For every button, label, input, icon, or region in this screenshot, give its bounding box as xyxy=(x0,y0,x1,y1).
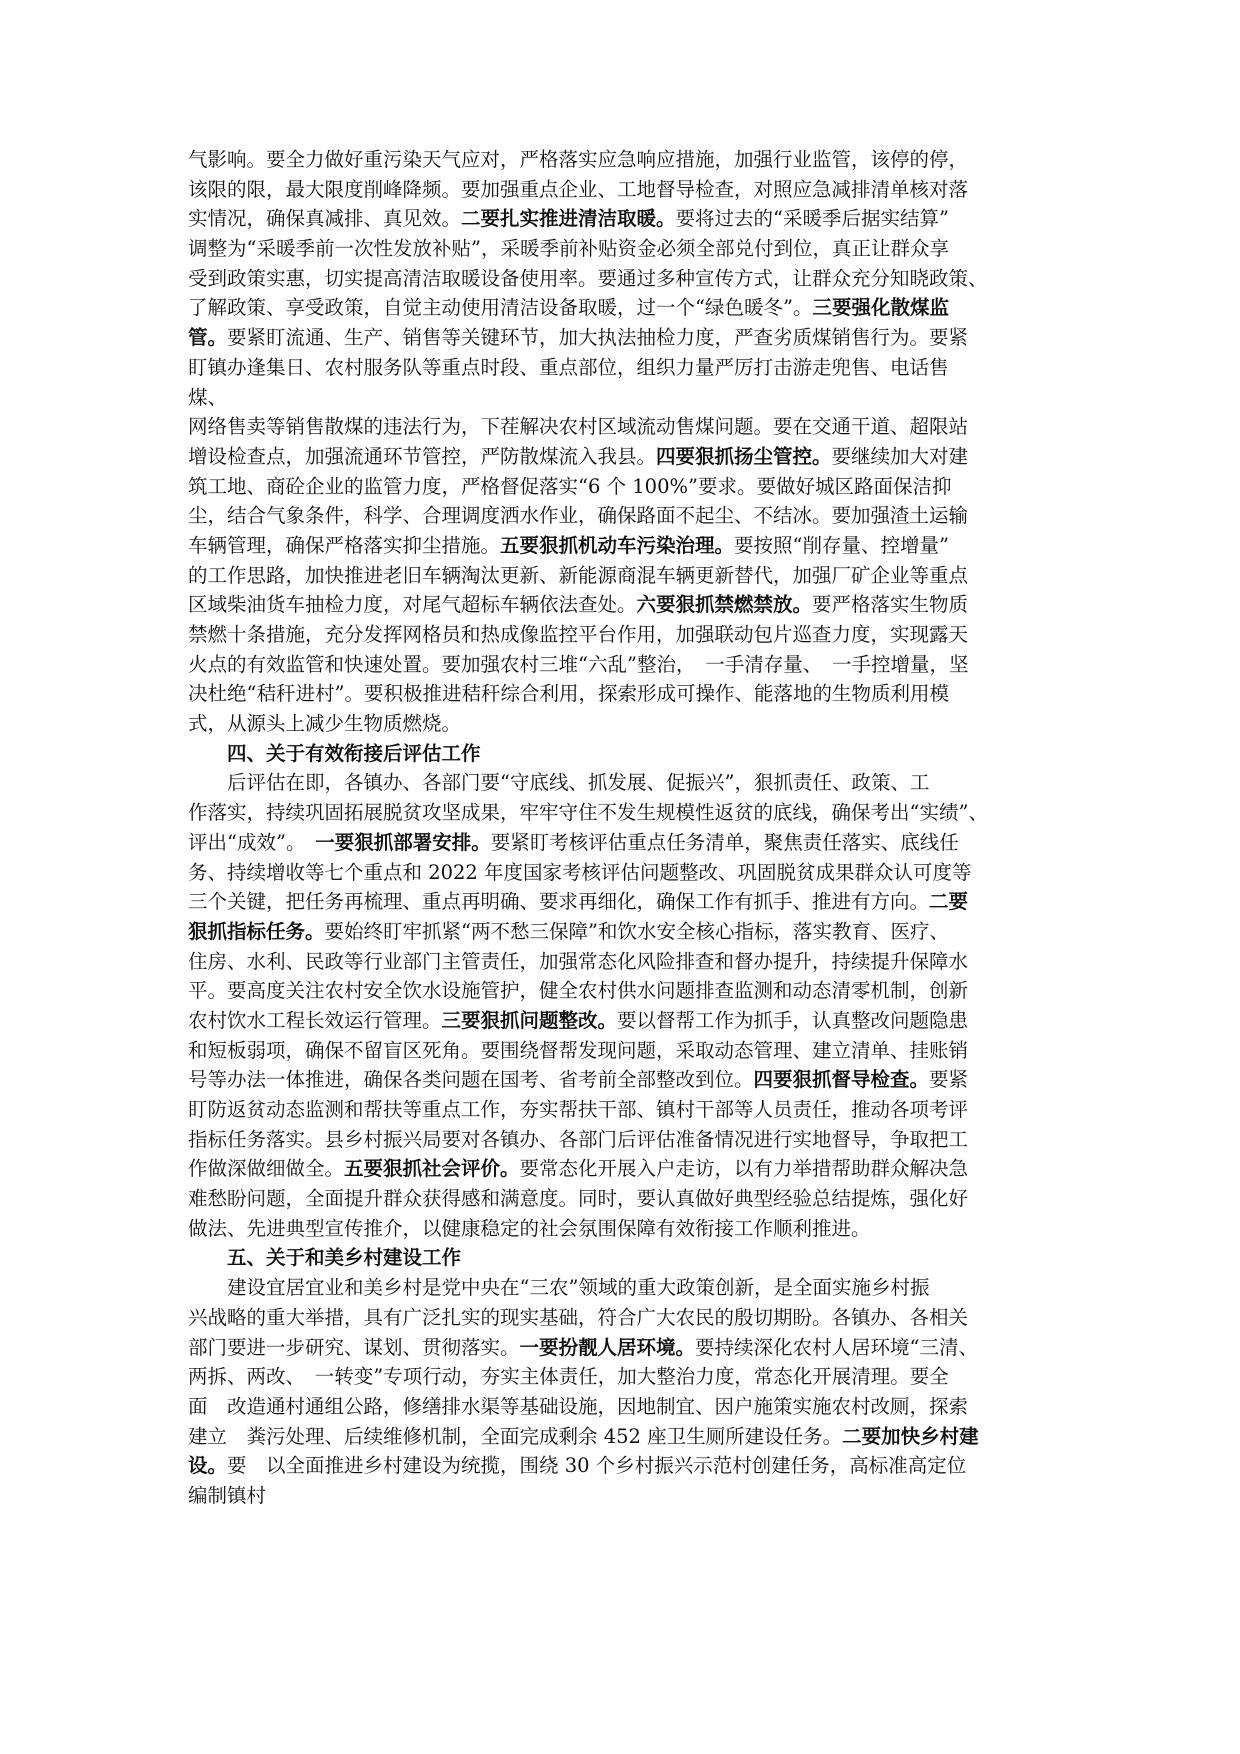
bold-phrase: 三要狠抓问题整改。 xyxy=(441,1008,618,1032)
bold-phrase: 四要狠抓扬尘管控。 xyxy=(656,444,832,468)
text-line: 决杜绝“秸秆进村”。要积极推进秸秆综合利用，探索形成可操作、能落地的生物质利用模 xyxy=(188,682,949,706)
text-line: 做法、先进典型宣传推介，以健康稳定的社会氛围保障有效衔接工作顺利推进。 xyxy=(188,1216,871,1240)
text-line: 指标任务落实。县乡村振兴局要对各镇办、各部门后评估准备情况进行实地督导，争取把工 xyxy=(188,1127,969,1151)
bold-phrase: 设。 xyxy=(188,1454,228,1478)
text-line xyxy=(188,590,1066,620)
text-run: 号等办法一体推进，确保各类问题在国考、省考前全部整改到位。 xyxy=(188,1068,754,1092)
text-run: 车辆管理，确保严格落实抑尘措施。 xyxy=(188,533,501,557)
text-line: 平。要高度关注农村安全饮水设施管护，健全农村供水问题排查监测和动态清零机制，创新 xyxy=(188,979,969,1003)
text-line xyxy=(188,917,1066,947)
bold-phrase: 五要狠抓机动车污染治理。 xyxy=(500,533,735,557)
text-run: 要继续加大对建 xyxy=(831,444,969,468)
bold-phrase: 一要狠抓部署安排。 xyxy=(315,830,491,854)
text-line: 调整为“采暖季前一次性发放补贴”，采暖季前补贴资金必须全部兑付到位，真正让群众享 xyxy=(188,237,949,261)
text-line xyxy=(188,887,1066,917)
bold-phrase: 二要 xyxy=(929,890,969,914)
text-line xyxy=(188,1333,1066,1363)
text-line xyxy=(188,293,1066,323)
text-run: 要紧盯考核评估重点任务清单，聚焦责任落实、底线任 xyxy=(490,830,959,854)
bold-phrase: 二要扎实推进清洁取暖。 xyxy=(461,207,676,231)
text-run: 要以督帮工作为抓手，认真整改问题隐患 xyxy=(617,1008,969,1032)
text-line: 受到政策实惠，切实提高清洁取暖设备使用率。要通过多种宣传方式，让群众充分知晓政策、 xyxy=(188,266,988,290)
text-line: 兴战略的重大举措，具有广泛扎实的现实基础，符合广大农民的殷切期盼。各镇办、各相关 xyxy=(188,1305,969,1329)
text-line: 作落实，持续巩固拓展脱贫攻坚成果，牢牢守住不发生规模性返贫的底线，确保考出“实绩”、 xyxy=(188,801,988,825)
bold-phrase: 二要加快乡村建 xyxy=(842,1424,979,1448)
text-line: 煤、 xyxy=(188,385,228,409)
text-run: 建立 粪污处理、后续维修机制，全面完成剩余 452 座卫生厕所建设任务。 xyxy=(188,1424,843,1448)
text-line: 面 改造通村通组公路，修缮排水渠等基础设施，因地制宜、因户施策实施农村改厕，探索 xyxy=(188,1394,969,1418)
text-line: 该限的限，最大限度削峰降频。要加强重点企业、工地督导检查，对照应急减排清单核对落 xyxy=(188,177,969,201)
text-line: 住房、水利、民政等行业部门主管责任，加强常态化风险排查和督办提升，持续提升保障水 xyxy=(188,949,969,973)
text-line: 网络售卖等销售散煤的违法行为，下茬解决农村区域流动售煤问题。要在交通干道、超限站 xyxy=(188,415,969,439)
bold-phrase: 一要扮靓人居环境。 xyxy=(519,1335,696,1359)
text-line xyxy=(188,1451,1066,1481)
text-line xyxy=(188,442,1066,472)
text-line: 两拆、两改、 一转变”专项行动，夯实主体责任，加大整治力度，常态化开展清理。要全 xyxy=(188,1365,949,1389)
text-line xyxy=(188,828,1066,858)
bold-phrase: 狠抓指标任务。 xyxy=(188,919,325,943)
text-line: 筑工地、商砼企业的监管力度，严格督促落实“6 个 100%”要求。要做好城区路面保洁抑 xyxy=(188,474,952,498)
text-run: 作做深做细做全。 xyxy=(188,1157,345,1181)
text-line xyxy=(188,1154,1066,1184)
text-run: 实情况，确保真减排、真见效。 xyxy=(188,207,462,231)
text-line: 盯防返贫动态监测和帮扶等重点工作，夯实帮扶干部、镇村干部等人员责任，推动各项考评 xyxy=(188,1098,969,1121)
document-body xyxy=(188,145,1066,1511)
text-line: 难愁盼问题，全面提升群众获得感和满意度。同时，要认真做好典型经验总结提炼，强化好 xyxy=(188,1187,969,1211)
text-run: 区域柴油货车抽检力度，对尾气超标车辆依法查处。 xyxy=(188,593,637,617)
section-heading: 四、关于有效衔接后评估工作 xyxy=(227,741,481,765)
text-run: 评出“成效”。 xyxy=(188,830,316,854)
text-line: 后评估在即，各镇办、各部门要“守底线、抓发展、促振兴”，狠抓责任、政策、工 xyxy=(227,771,930,795)
text-line: 建设宜居宜业和美乡村是党中央在“三农”领域的重大政策创新，是全面实施乡村振 xyxy=(227,1276,930,1300)
text-run: 要紧盯流通、生产、销售等关键环节，加大执法抽检力度，严查劣质煤销售行为。要紧 xyxy=(227,326,969,350)
text-line xyxy=(188,1006,1066,1036)
bold-phrase: 六要狠抓禁燃禁放。 xyxy=(636,593,813,617)
text-line: 火点的有效监管和快速处置。要加强农村三堆“六乱”整治， 一手清存量、 一手控增量，坚 xyxy=(188,652,969,676)
text-line: 编制镇村 xyxy=(188,1483,267,1507)
bold-phrase: 五要狠抓社会评价。 xyxy=(344,1157,520,1181)
text-line xyxy=(188,531,1066,561)
bold-phrase: 三要强化散煤监 xyxy=(812,296,949,320)
text-run: 了解政策、享受政策，自觉主动使用清洁设备取暖，过一个“绿色暖冬”。 xyxy=(188,296,813,320)
bold-phrase: 四要狠抓督导检查。 xyxy=(753,1068,930,1092)
text-run: 要按照“削存量、控增量” xyxy=(734,533,949,557)
text-run: 部门要进一步研究、谋划、贯彻落实。 xyxy=(188,1335,520,1359)
text-line: 务、持续增收等七个重点和 2022 年度国家考核评估问题整改、巩固脱贫成果群众认可度等 xyxy=(188,860,972,884)
text-run: 要常态化开展入户走访，以有力举措帮助群众解决急 xyxy=(519,1157,969,1181)
text-run: 农村饮水工程长效运行管理。 xyxy=(188,1008,442,1032)
section-heading: 五、关于和美乡村建设工作 xyxy=(227,1246,462,1270)
text-run: 三个关键，把任务再梳理、重点再明确、要求再细化，确保工作有抓手、推进有方向。 xyxy=(188,890,930,914)
text-line: 式，从源头上减少生物质燃烧。 xyxy=(188,712,462,736)
bold-phrase: 管。 xyxy=(188,326,228,350)
text-line: 的工作思路，加快推进老旧车辆淘汰更新、新能源商混车辆更新替代，加强厂矿企业等重点 xyxy=(188,563,969,587)
text-run: 要 以全面推进乡村建设为统揽，围绕 30 个乡村振兴示范村创建任务，高标准高定位 xyxy=(227,1454,967,1478)
text-run: 要持续深化农村人居环境“三清、 xyxy=(695,1335,979,1359)
text-line: 气影响。要全力做好重污染天气应对，严格落实应急响应措施，加强行业监管，该停的停， xyxy=(188,148,969,171)
text-line: 尘，结合气象条件，科学、合理调度洒水作业，确保路面不起尘、不结冰。要加强渣土运输 xyxy=(188,504,969,528)
text-run: 要始终盯牢抓紧“两不愁三保障”和饮水安全核心指标，落实教育、医疗、 xyxy=(324,919,949,943)
text-line xyxy=(188,1065,1066,1095)
text-line: 和短板弱项，确保不留盲区死角。要围绕督帮发现问题，采取动态管理、建立清单、挂账销 xyxy=(188,1038,969,1062)
text-line: 盯镇办逢集日、农村服务队等重点时段、重点部位，组织力量严厉打击游走兜售、电话售 xyxy=(188,355,949,379)
text-line xyxy=(188,323,1066,353)
text-run: 要将过去的“采暖季后据实结算” xyxy=(675,207,949,231)
text-line xyxy=(188,1422,1066,1452)
text-run: 增设检查点，加强流通环节管控，严防散煤流入我县。 xyxy=(188,444,657,468)
text-run: 要严格落实生物质 xyxy=(812,593,969,617)
text-run: 要紧 xyxy=(929,1068,969,1092)
text-line xyxy=(188,204,1066,234)
text-line: 禁燃十条措施，充分发挥网格员和热成像监控平台作用，加强联动包片巡查力度，实现露天 xyxy=(188,623,969,646)
